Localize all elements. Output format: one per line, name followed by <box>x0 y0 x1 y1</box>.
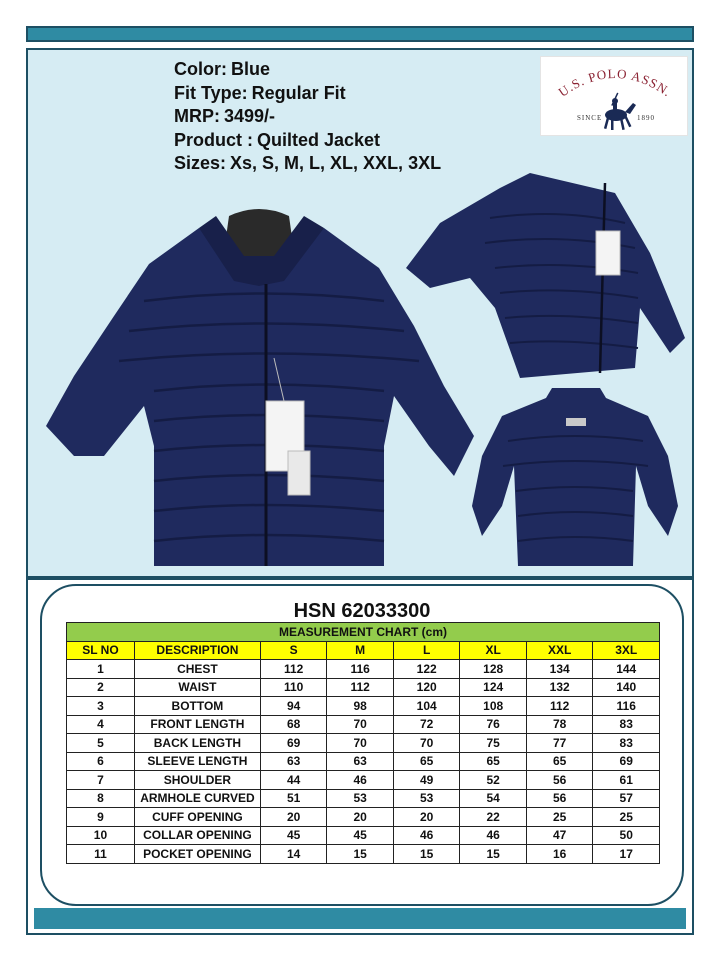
size-value-cell: 65 <box>393 752 460 771</box>
sl-no-cell: 7 <box>67 771 135 790</box>
column-header: L <box>393 641 460 660</box>
sl-no-cell: 6 <box>67 752 135 771</box>
size-value-cell: 72 <box>393 715 460 734</box>
size-value-cell: 52 <box>460 771 527 790</box>
size-value-cell: 47 <box>526 826 593 845</box>
side-jacket-body <box>406 173 685 378</box>
size-value-cell: 49 <box>393 771 460 790</box>
size-value-cell: 15 <box>393 845 460 864</box>
size-value-cell: 56 <box>526 789 593 808</box>
back-jacket-body <box>472 388 678 566</box>
column-header: XL <box>460 641 527 660</box>
table-row <box>67 771 660 790</box>
size-value-cell: 112 <box>260 660 327 679</box>
chart-body <box>67 660 660 864</box>
size-value-cell: 104 <box>393 697 460 716</box>
size-value-cell: 132 <box>526 678 593 697</box>
size-value-cell: 25 <box>526 808 593 827</box>
sl-no-cell: 3 <box>67 697 135 716</box>
sl-no-cell: 2 <box>67 678 135 697</box>
logo-brand-text: U.S. POLO ASSN. <box>555 65 675 100</box>
description-cell: CUFF OPENING <box>134 808 260 827</box>
column-header: S <box>260 641 327 660</box>
product-specs <box>174 58 445 176</box>
polo-player-icon <box>604 93 636 130</box>
size-value-cell: 65 <box>460 752 527 771</box>
sl-no-cell: 9 <box>67 808 135 827</box>
size-value-cell: 112 <box>526 697 593 716</box>
size-value-cell: 75 <box>460 734 527 753</box>
spec-mrp: MRP: 3499/- <box>174 106 276 126</box>
spec-color: Color: Blue <box>174 59 271 79</box>
sl-no-cell: 5 <box>67 734 135 753</box>
size-value-cell: 116 <box>593 697 660 716</box>
table-row <box>67 845 660 864</box>
jacket-back-photo <box>468 386 682 572</box>
size-value-cell: 20 <box>393 808 460 827</box>
product-photo-panel <box>26 48 694 578</box>
size-value-cell: 68 <box>260 715 327 734</box>
size-value-cell: 63 <box>327 752 394 771</box>
spec-product: Product : Quilted Jacket <box>174 129 381 150</box>
size-value-cell: 15 <box>460 845 527 864</box>
size-value-cell: 77 <box>526 734 593 753</box>
logo-since: SINCE <box>577 114 603 122</box>
table-row <box>67 697 660 716</box>
size-value-cell: 44 <box>260 771 327 790</box>
column-header: M <box>327 641 394 660</box>
column-header: SL NO <box>67 641 135 660</box>
jacket-side-photo <box>400 168 690 378</box>
back-logo-patch <box>566 418 586 426</box>
size-value-cell: 53 <box>393 789 460 808</box>
sl-no-cell: 4 <box>67 715 135 734</box>
description-cell: COLLAR OPENING <box>134 826 260 845</box>
size-value-cell: 15 <box>327 845 394 864</box>
size-value-cell: 54 <box>460 789 527 808</box>
size-value-cell: 120 <box>393 678 460 697</box>
description-cell: BACK LENGTH <box>134 734 260 753</box>
size-value-cell: 76 <box>460 715 527 734</box>
hang-tag-small <box>288 451 310 495</box>
column-header: XXL <box>526 641 593 660</box>
table-row <box>67 808 660 827</box>
size-value-cell: 56 <box>526 771 593 790</box>
size-value-cell: 22 <box>460 808 527 827</box>
bottom-accent-bar <box>34 908 686 929</box>
table-row <box>67 715 660 734</box>
size-value-cell: 46 <box>393 826 460 845</box>
side-hang-tag <box>596 231 620 275</box>
size-value-cell: 134 <box>526 660 593 679</box>
size-value-cell: 98 <box>327 697 394 716</box>
size-value-cell: 50 <box>593 826 660 845</box>
description-cell: SLEEVE LENGTH <box>134 752 260 771</box>
size-value-cell: 46 <box>460 826 527 845</box>
sl-no-cell: 10 <box>67 826 135 845</box>
size-value-cell: 83 <box>593 715 660 734</box>
size-value-cell: 53 <box>327 789 394 808</box>
size-value-cell: 70 <box>327 715 394 734</box>
size-value-cell: 51 <box>260 789 327 808</box>
logo-year: 1890 <box>637 114 655 122</box>
size-value-cell: 25 <box>593 808 660 827</box>
measurement-chart <box>66 622 660 864</box>
description-cell: FRONT LENGTH <box>134 715 260 734</box>
size-value-cell: 20 <box>327 808 394 827</box>
size-value-cell: 94 <box>260 697 327 716</box>
size-value-cell: 108 <box>460 697 527 716</box>
table-row <box>67 660 660 679</box>
sl-no-cell: 1 <box>67 660 135 679</box>
table-row <box>67 752 660 771</box>
hsn-code: HSN 62033300 <box>293 600 431 622</box>
size-value-cell: 69 <box>260 734 327 753</box>
size-value-cell: 16 <box>526 845 593 864</box>
chart-title: MEASUREMENT CHART (cm) <box>67 623 660 642</box>
sl-no-cell: 11 <box>67 845 135 864</box>
description-cell: BOTTOM <box>134 697 260 716</box>
polo-logo-art <box>541 57 689 137</box>
size-value-cell: 20 <box>260 808 327 827</box>
description-cell: ARMHOLE CURVED <box>134 789 260 808</box>
size-value-cell: 116 <box>327 660 394 679</box>
table-row <box>67 826 660 845</box>
sl-no-cell: 8 <box>67 789 135 808</box>
size-value-cell: 70 <box>327 734 394 753</box>
size-value-cell: 65 <box>526 752 593 771</box>
size-value-cell: 63 <box>260 752 327 771</box>
size-value-cell: 61 <box>593 771 660 790</box>
chart-header-row <box>67 641 660 660</box>
measurement-panel <box>26 578 694 935</box>
size-value-cell: 45 <box>327 826 394 845</box>
size-value-cell: 140 <box>593 678 660 697</box>
description-cell: WAIST <box>134 678 260 697</box>
size-value-cell: 122 <box>393 660 460 679</box>
description-cell: SHOULDER <box>134 771 260 790</box>
spec-sizes: Sizes: Xs, S, M, L, XL, XXL, 3XL <box>174 153 442 173</box>
size-value-cell: 70 <box>393 734 460 753</box>
brand-logo <box>540 56 688 136</box>
column-header: 3XL <box>593 641 660 660</box>
column-header: DESCRIPTION <box>134 641 260 660</box>
size-value-cell: 69 <box>593 752 660 771</box>
top-accent-bar <box>26 26 694 42</box>
description-cell: POCKET OPENING <box>134 845 260 864</box>
chart-title-row <box>67 623 660 642</box>
description-cell: CHEST <box>134 660 260 679</box>
size-value-cell: 83 <box>593 734 660 753</box>
svg-text:U.S. POLO ASSN. <box>556 66 675 100</box>
size-value-cell: 17 <box>593 845 660 864</box>
size-value-cell: 14 <box>260 845 327 864</box>
size-value-cell: 46 <box>327 771 394 790</box>
table-row <box>67 678 660 697</box>
spec-fit-type: Fit Type: Regular Fit <box>174 82 346 103</box>
size-value-cell: 57 <box>593 789 660 808</box>
table-row <box>67 734 660 753</box>
size-value-cell: 112 <box>327 678 394 697</box>
size-value-cell: 144 <box>593 660 660 679</box>
table-row <box>67 789 660 808</box>
size-value-cell: 124 <box>460 678 527 697</box>
size-value-cell: 78 <box>526 715 593 734</box>
size-value-cell: 45 <box>260 826 327 845</box>
size-value-cell: 110 <box>260 678 327 697</box>
size-value-cell: 128 <box>460 660 527 679</box>
